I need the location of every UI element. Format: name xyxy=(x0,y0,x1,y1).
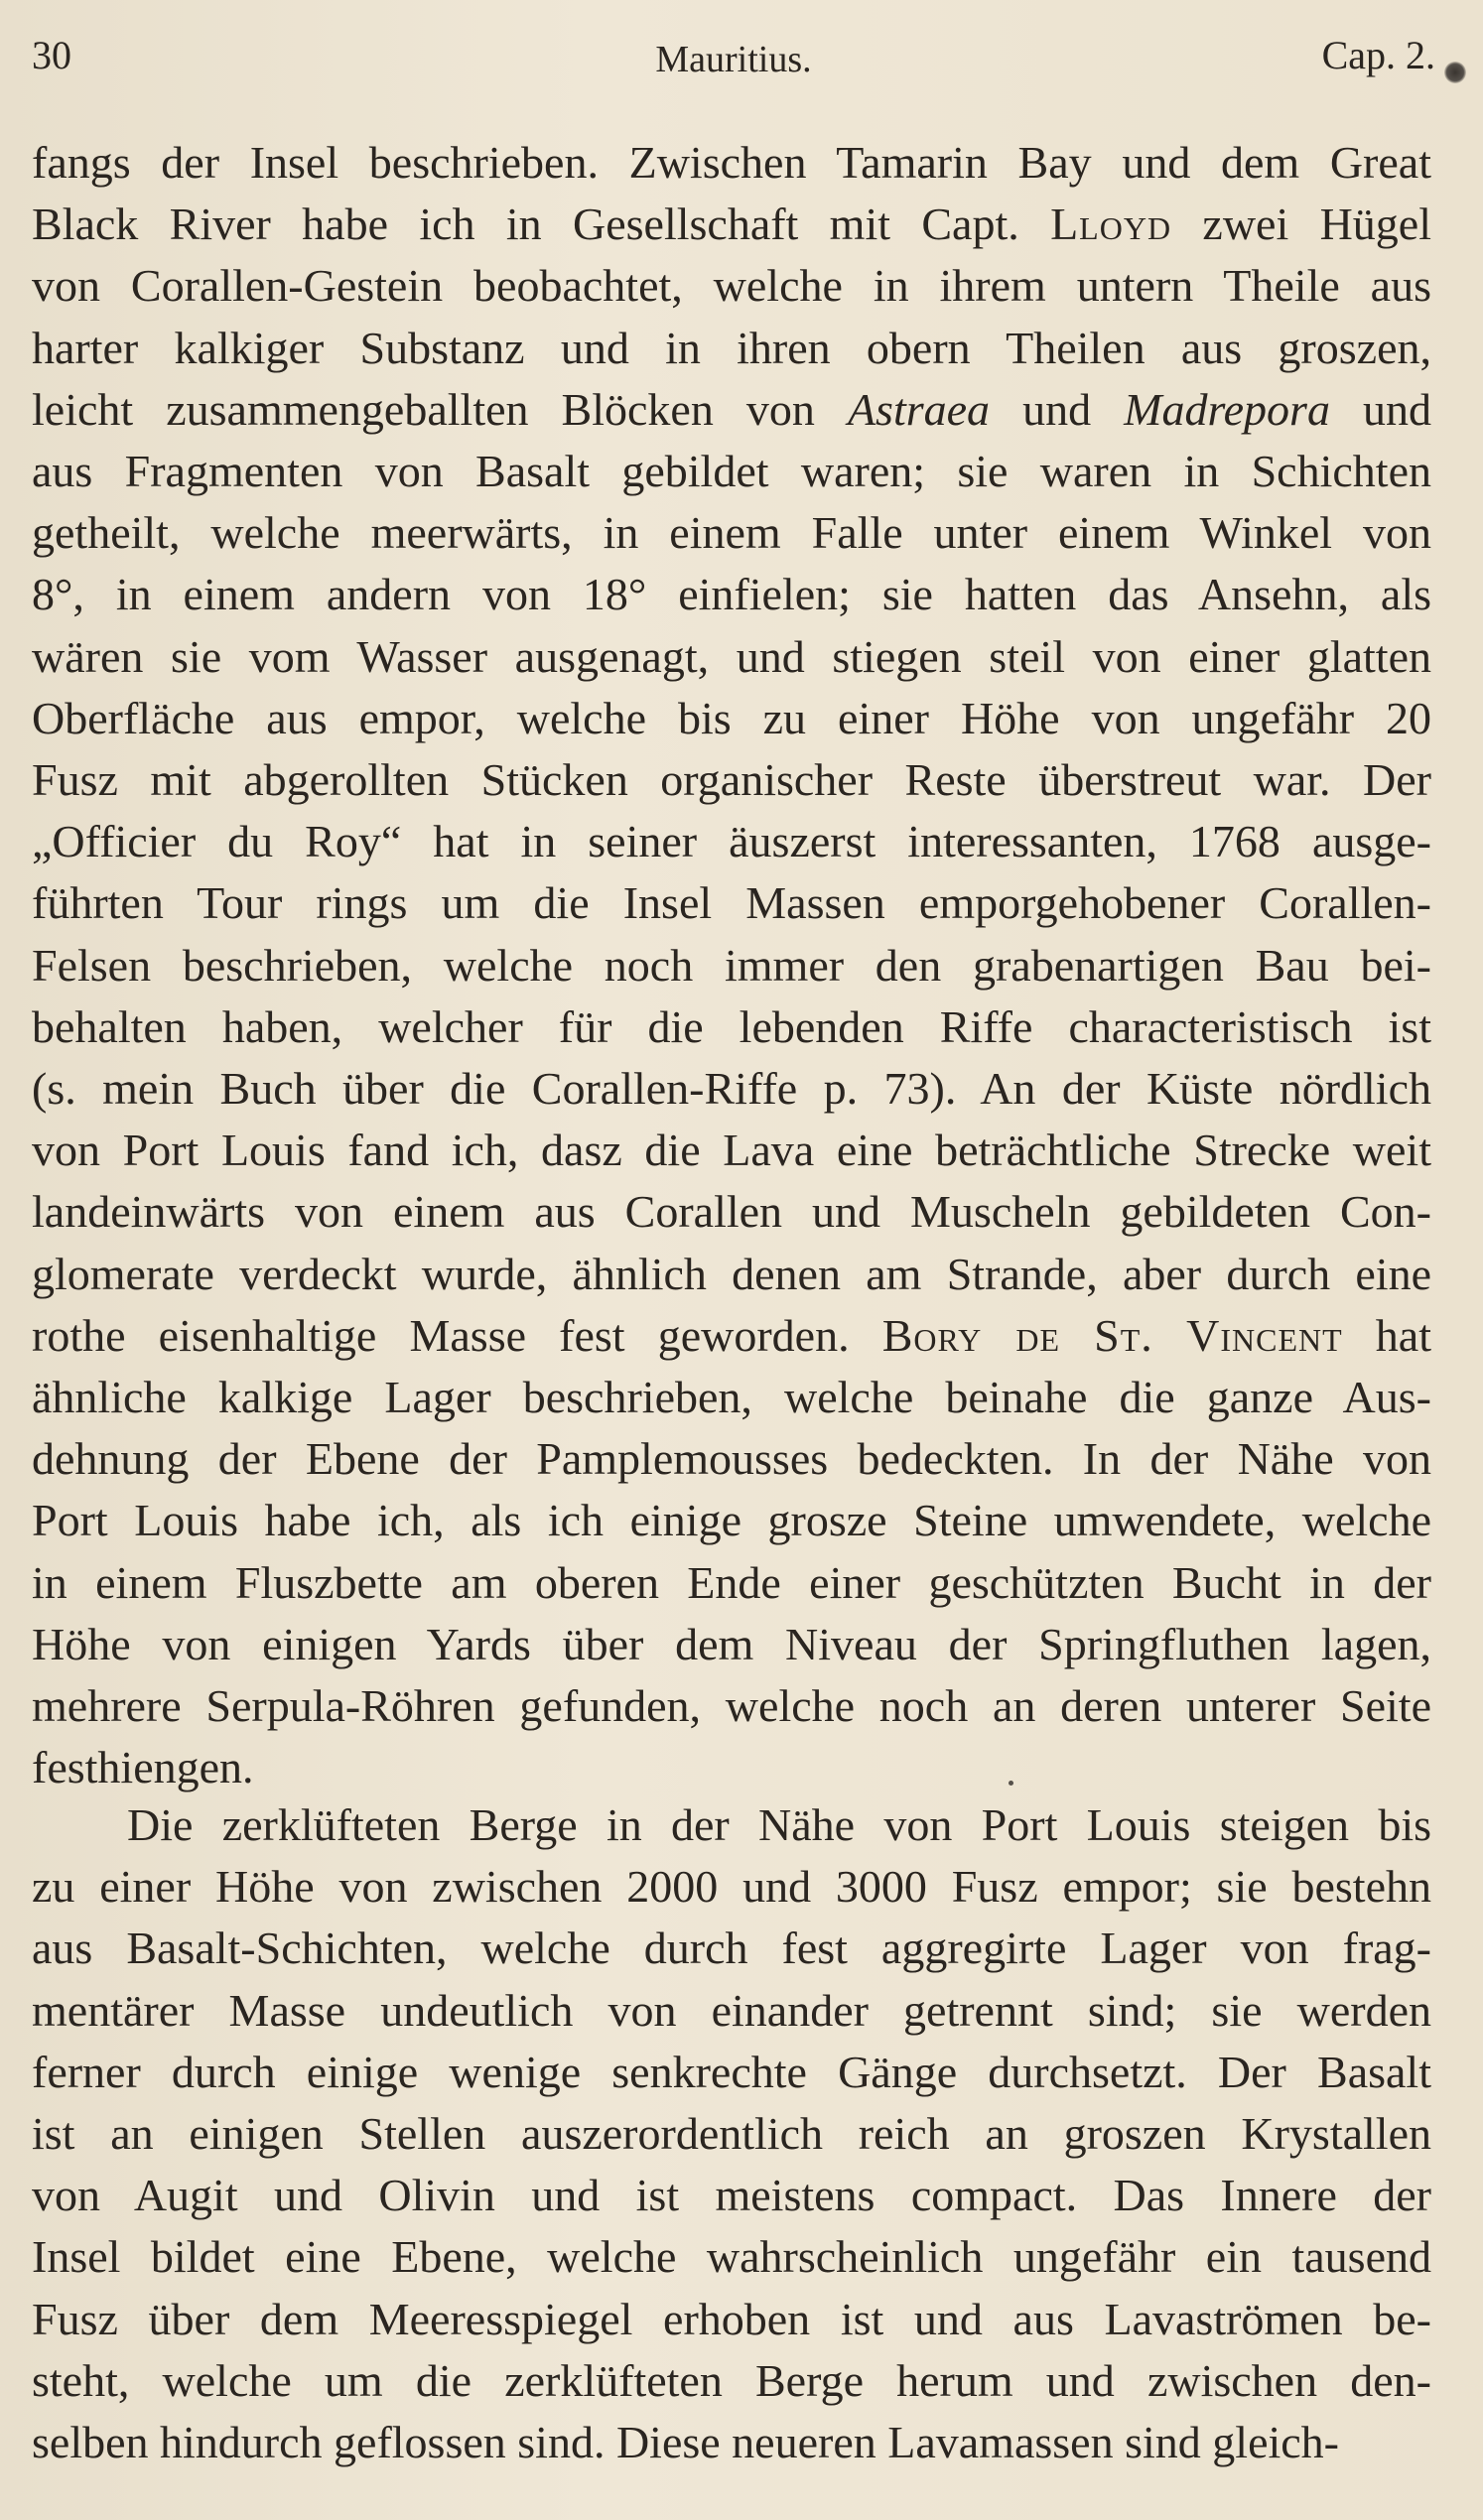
text-line xyxy=(32,688,1431,749)
text-line xyxy=(32,441,1431,502)
text-line xyxy=(32,1614,1431,1675)
text-run: ist an einigen Stellen auszerordentlich reich an groszen Krystallen xyxy=(32,2108,1431,2160)
genus-name: Madrepora xyxy=(1124,383,1330,435)
text-run: von Augit und Olivin und ist meistens compact. Das Innere der xyxy=(32,2170,1431,2221)
text-line xyxy=(32,935,1431,996)
text-run: in einem Fluszbette am oberen Ende einer geschützten Bucht in der xyxy=(32,1556,1431,1608)
text-run: behalten haben, welcher für die lebenden Riffe characteristisch ist xyxy=(32,1000,1431,1052)
text-run: harter kalkiger Substanz und in ihren obern Theilen aus groszen, xyxy=(32,322,1431,373)
text-line xyxy=(32,1181,1431,1243)
text-line xyxy=(32,2350,1431,2412)
text-line xyxy=(32,1980,1431,2042)
text-line xyxy=(32,2412,1431,2473)
text-line xyxy=(32,749,1431,811)
text-run: Oberfläche aus empor, welche bis zu einer Höhe von ungefähr 20 xyxy=(32,692,1431,743)
text-run: mehrere Serpula-Röhren gefunden, welche noch an deren unterer Seite xyxy=(32,1680,1431,1732)
text-run: glomerate verdeckt wurde, ähnlich denen am Strande, aber durch eine xyxy=(32,1248,1431,1299)
text-run: selben hindurch geflossen sind. Diese neueren Lavamassen sind gleich- xyxy=(32,2417,1339,2468)
text-line xyxy=(32,2103,1431,2165)
text-run: führten Tour rings um die Insel Massen emporgehobener Corallen- xyxy=(32,877,1431,929)
text-run: 8°, in einem andern von 18° einfielen; sie hatten das Ansehn, als xyxy=(32,569,1431,620)
text-line xyxy=(32,1737,1431,1798)
text-run: aus Basalt-Schichten, welche durch fest aggregirte Lager von frag- xyxy=(32,1923,1431,1974)
ink-spot xyxy=(1444,62,1466,83)
text-run: wären sie vom Wasser ausgenagt, und stiegen steil von einer glatten xyxy=(32,630,1431,682)
page-number: 30 xyxy=(32,33,71,77)
text-run: steht, welche um die zerklüfteten Berge herum und zwischen den- xyxy=(32,2354,1431,2406)
text-line xyxy=(32,1305,1431,1367)
text-run: Port Louis habe ich, als ich einige grosze Steine umwendete, welche xyxy=(32,1495,1431,1546)
text-run: getheilt, welche meerwärts, in einem Falle unter einem Winkel von xyxy=(32,507,1431,559)
text-line xyxy=(32,1428,1431,1490)
running-title: Mauritius. xyxy=(655,39,812,80)
text-run: mentärer Masse undeutlich von einander getrennt sind; sie werden xyxy=(32,1984,1431,2036)
text-line xyxy=(32,2165,1431,2226)
text-line xyxy=(32,872,1431,934)
text-line xyxy=(32,1058,1431,1120)
text-run: und xyxy=(1329,383,1431,435)
text-line xyxy=(32,1244,1431,1305)
chapter-label: Cap. 2. xyxy=(1321,33,1435,77)
text-run: und xyxy=(990,383,1125,435)
text-line xyxy=(32,194,1431,255)
text-run: (s. mein Buch über die Corallen-Riffe p. 73). An der Küste nördlich xyxy=(32,1063,1431,1115)
text-line xyxy=(32,132,1431,194)
text-run: zwei Hügel xyxy=(1171,199,1431,250)
text-line xyxy=(32,1367,1431,1428)
text-run: Black River habe ich in Gesellschaft mit Capt. xyxy=(32,199,1051,250)
text-line xyxy=(32,811,1431,872)
text-run: festhiengen. xyxy=(32,1742,254,1793)
text-run: von Corallen-Gestein beobachtet, welche in ihrem untern Theile aus xyxy=(32,260,1431,312)
text-line xyxy=(32,502,1431,564)
text-run: rothe eisenhaltige Masse fest geworden. xyxy=(32,1309,882,1361)
text-run: Fusz über dem Meeresspiegel erhoben ist und aus Lavaströmen be- xyxy=(32,2293,1431,2344)
text-run: landeinwärts von einem aus Corallen und Muscheln gebildeten Con- xyxy=(32,1186,1431,1238)
author-name: Bory de St. Vincent xyxy=(881,1309,1343,1361)
text-line xyxy=(32,1675,1431,1737)
text-run: Felsen beschrieben, welche noch immer den grabenartigen Bau bei- xyxy=(32,939,1431,991)
text-line xyxy=(32,2042,1431,2103)
paragraph-1 xyxy=(32,132,1431,1798)
text-line xyxy=(32,255,1431,317)
text-run: aus Fragmenten von Basalt gebildet waren; sie waren in Schichten xyxy=(32,446,1431,497)
text-run: Die zerklüfteten Berge in der Nähe von Port Louis steigen bis xyxy=(127,1799,1431,1850)
text-run: von Port Louis fand ich, dasz die Lava eine beträchtliche Strecke weit xyxy=(32,1125,1431,1176)
text-line xyxy=(32,996,1431,1058)
text-line xyxy=(32,1490,1431,1551)
text-line xyxy=(32,379,1431,441)
text-run: hat xyxy=(1342,1309,1431,1361)
genus-name: Astraea xyxy=(847,383,991,435)
text-line xyxy=(32,2289,1431,2350)
print-speck xyxy=(1009,1781,1013,1786)
text-run: Fusz mit abgerollten Stücken organischer Reste überstreut war. Der xyxy=(32,754,1431,806)
text-run: ähnliche kalkige Lager beschrieben, welche beinahe die ganze Aus- xyxy=(32,1372,1431,1423)
text-line xyxy=(32,626,1431,688)
text-line xyxy=(32,1552,1431,1614)
author-name: Lloyd xyxy=(1050,199,1172,250)
text-line xyxy=(32,1918,1431,1979)
text-run: Insel bildet eine Ebene, welche wahrscheinlich ungefähr ein tausend xyxy=(32,2231,1431,2283)
text-run: Höhe von einigen Yards über dem Niveau der Springfluthen lagen, xyxy=(32,1618,1431,1669)
text-line xyxy=(32,2226,1431,2288)
text-run: ferner durch einige wenige senkrechte Gänge durchsetzt. Der Basalt xyxy=(32,2046,1431,2097)
text-line xyxy=(32,318,1431,379)
text-line xyxy=(32,1856,1431,1918)
text-line xyxy=(32,1794,1431,1856)
text-run: zu einer Höhe von zwischen 2000 und 3000 Fusz empor; sie bestehn xyxy=(32,1861,1431,1913)
text-run: dehnung der Ebene der Pamplemousses bedeckten. In der Nähe von xyxy=(32,1433,1431,1485)
text-run: fangs der Insel beschrieben. Zwischen Tamarin Bay und dem Great xyxy=(32,137,1431,188)
text-line xyxy=(32,564,1431,625)
text-line xyxy=(32,1120,1431,1181)
running-header xyxy=(32,32,1435,91)
text-run: „Officier du Roy“ hat in seiner äuszerst interessanten, 1768 ausge- xyxy=(32,816,1431,867)
text-run: leicht zusammengeballten Blöcken von xyxy=(32,383,848,435)
paragraph-2 xyxy=(32,1794,1431,2473)
